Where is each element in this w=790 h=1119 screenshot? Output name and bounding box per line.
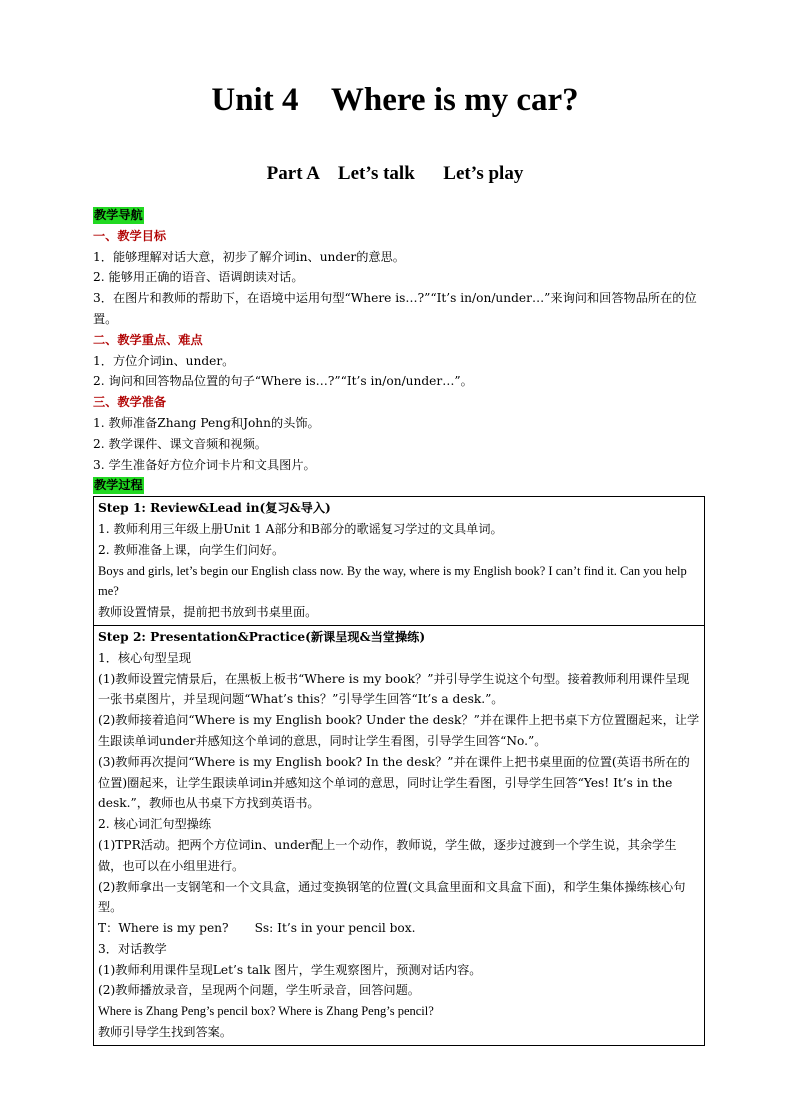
step-line: (2)教师播放录音，呈现两个问题，学生听录音，回答问题。 bbox=[98, 983, 420, 998]
objective-item: 3．在图片和教师的帮助下，在语境中运用句型“Where is…?”“It’s in/on/under…”来询问和回答物品所在的位置。 bbox=[93, 291, 697, 326]
step-line: (2)教师接着追问“Where is my English book? Under the desk？”并在课件上把书桌下方位置圈起来，让学生跟读单词under并感知这个单词的意思，同时让学生看图，引导学生回答“No.”。 bbox=[98, 713, 700, 748]
step-line: (2)教师拿出一支钢笔和一个文具盒，通过变换钢笔的位置(文具盒里面和文具盒下面)，和学生集体操练核心句型。 bbox=[98, 879, 686, 915]
page-title: Unit 4 Where is my car? bbox=[211, 82, 579, 118]
preparation-item: 3. 学生准备好方位介词卡片和文具图片。 bbox=[93, 457, 316, 472]
page-subtitle: Part A Let’s talk Let’s play bbox=[266, 163, 524, 184]
process-heading: 教学过程 bbox=[94, 478, 143, 493]
step-line: 2. 核心词汇句型操练 bbox=[98, 817, 212, 832]
step-line: 教师设置情景，提前把书放到书桌里面。 bbox=[98, 605, 318, 620]
step-line: 1．核心句型呈现 bbox=[98, 650, 192, 665]
key-point-item: 1．方位介词in、under。 bbox=[93, 353, 235, 368]
teacher-line: T：Where is my pen? bbox=[98, 921, 229, 936]
step-line: 教师引导学生找到答案。 bbox=[98, 1025, 233, 1040]
students-line: Ss: It’s in your pencil box. bbox=[254, 921, 416, 936]
step-2-heading: Step 2: Presentation&Practice(新课呈现&当堂操练) bbox=[98, 629, 426, 644]
nav-heading: 教学导航 bbox=[94, 208, 143, 222]
step-2-cell bbox=[94, 625, 705, 1045]
table-row bbox=[94, 497, 705, 626]
step-line: 1. 教师利用三年级上册Unit 1 A部分和B部分的歌谣复习学过的文具单词。 bbox=[98, 521, 503, 536]
key-point-item: 2. 询问和回答物品位置的句子“Where is…?”“It’s in/on/under…”。 bbox=[93, 374, 473, 389]
step-line: (1)教师利用课件呈现Let’s talk 图片，学生观察图片，预测对话内容。 bbox=[98, 962, 482, 977]
step-1-heading: Step 1: Review&Lead in(复习&导入) bbox=[98, 501, 331, 516]
section-heading-preparation: 三、教学准备 bbox=[93, 395, 167, 410]
step-1-cell bbox=[94, 497, 705, 626]
section-heading-key-points: 二、教学重点、难点 bbox=[93, 332, 203, 347]
lesson-content bbox=[93, 205, 705, 1046]
step-line: Where is Zhang Peng’s pencil box? Where is Zhang Peng’s pencil? bbox=[98, 1004, 434, 1019]
preparation-item: 1. 教师准备Zhang Peng和John的头饰。 bbox=[93, 415, 320, 430]
step-line: (3)教师再次提问“Where is my English book? In the desk？”并在课件上把书桌里面的位置(英语书所在的位置)圈起来，让学生跟读单词in并感知这个单词的意思，同时让学生看图，引导学生回答“Yes! It’s in the desk.”，教师也从书桌下方找到英语书。 bbox=[98, 754, 690, 811]
objective-item: 2. 能够用正确的语音、语调朗读对话。 bbox=[93, 270, 304, 285]
step-line: 2. 教师准备上课，向学生们问好。 bbox=[98, 542, 285, 557]
step-line: 3．对话教学 bbox=[98, 941, 167, 956]
table-row bbox=[94, 625, 705, 1045]
objective-item: 1．能够理解对话大意，初步了解介词in、under的意思。 bbox=[93, 249, 405, 264]
step-line: Boys and girls, let’s begin our English class now. By the way, where is my English book? I can’t find it. Can you help me? bbox=[98, 563, 687, 599]
teaching-process-table bbox=[93, 496, 705, 1046]
step-line: (1)教师设置完情景后，在黑板上板书“Where is my book？”并引导学生说这个句型。接着教师利用课件呈现一张书桌图片，并呈现问题“What’s this？”引导学生回答“It’s a desk.”。 bbox=[98, 671, 690, 707]
dialogue-line bbox=[98, 918, 700, 939]
step-line: (1)TPR活动。把两个方位词in、under配上一个动作，教师说，学生做，逐步过渡到一个学生说，其余学生做，也可以在小组里进行。 bbox=[98, 837, 677, 873]
section-heading-objectives: 一、教学目标 bbox=[93, 228, 167, 243]
preparation-item: 2. 教学课件、课文音频和视频。 bbox=[93, 436, 267, 451]
